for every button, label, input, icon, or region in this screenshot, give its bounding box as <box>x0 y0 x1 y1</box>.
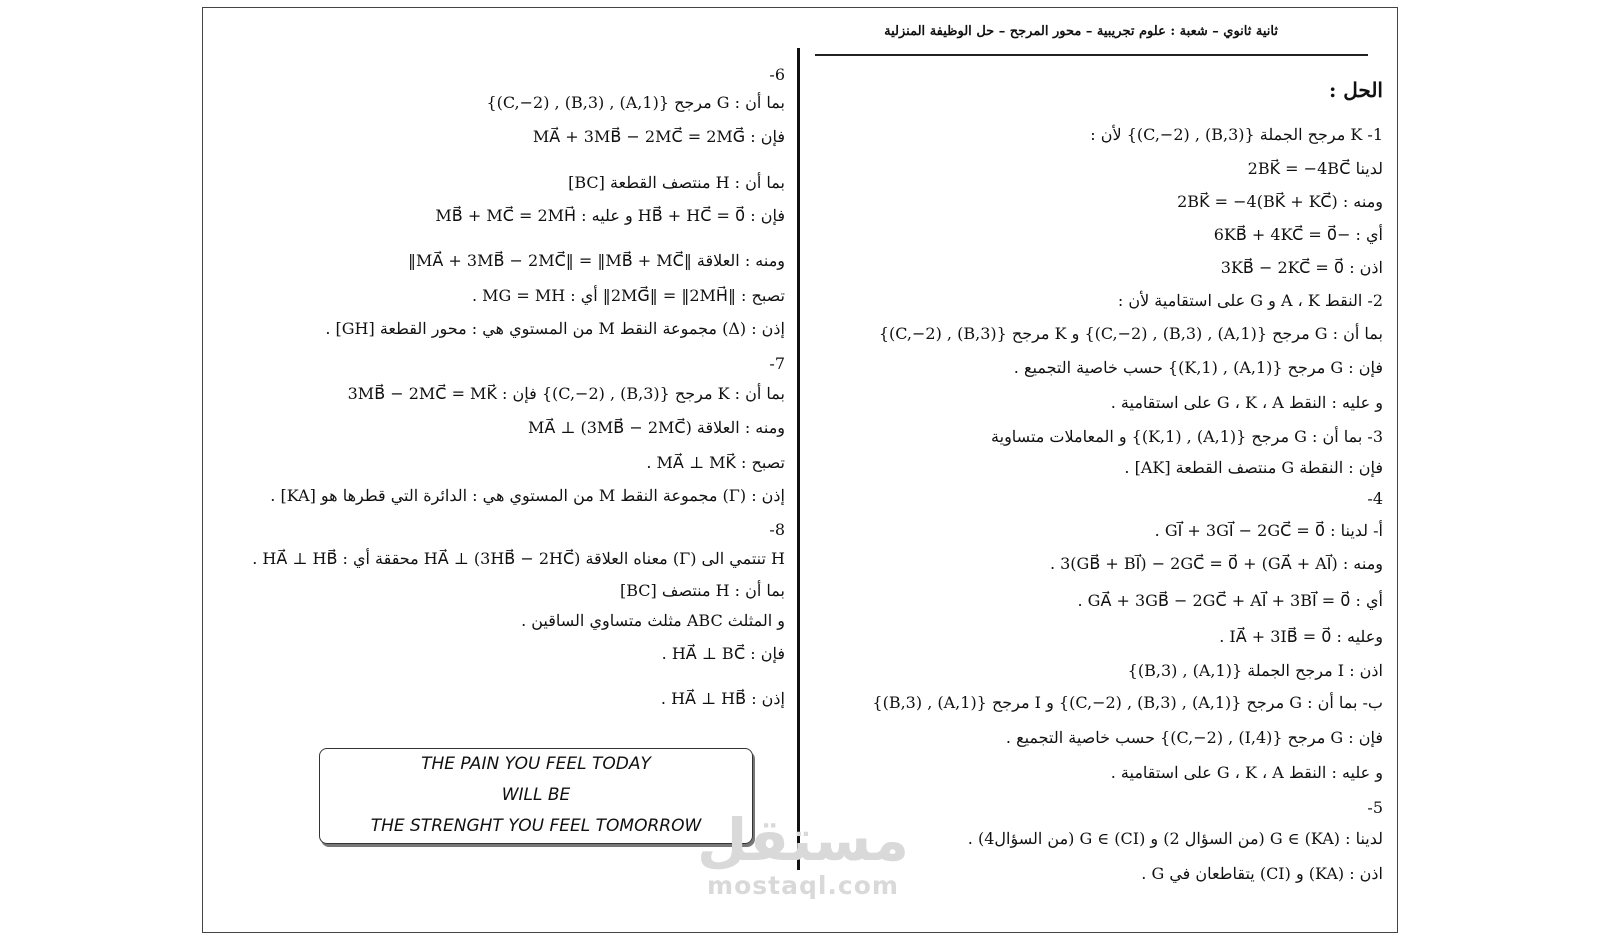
left-line: فإن : HA⃗ ⊥ BC⃗ . <box>661 644 785 663</box>
right-line: ب- بما أن : G مرجح {(A,1) , (B,3) , (C,−2)} و I مرجح {(A,1) , (B,3)} <box>872 693 1383 712</box>
right-line: وعليه : IA⃗ + 3IB⃗ = 0⃗ . <box>1219 627 1383 646</box>
left-line: 6- <box>769 65 785 84</box>
left-line: إذن : (Γ) مجموعة النقط M من المستوي هي : الدائرة التي قطرها هو [KA] . <box>270 486 785 505</box>
left-line: ومنه : العلاقة ‖MA⃗ + 3MB⃗ − 2MC⃗‖ = ‖MB⃗ + MC⃗‖ <box>408 251 785 270</box>
right-line: أ- لدينا : GI⃗ + 3GI⃗ − 2GC⃗ = 0⃗ . <box>1154 521 1383 540</box>
right-line: 5- <box>1367 798 1383 817</box>
left-line: 8- <box>769 520 785 539</box>
right-line: أي : GA⃗ + 3GB⃗ − 2GC⃗ + AI⃗ + 3BI⃗ = 0⃗ . <box>1077 591 1383 610</box>
right-line: اذن : 3KB⃗ − 2KC⃗ = 0⃗ <box>1220 258 1383 277</box>
right-column <box>815 30 1383 930</box>
header-text: ثانية ثانوي – شعبة : علوم تجريبية – محور المرجح – حل الوظيفة المنزلية <box>884 24 1278 39</box>
watermark-arabic: مستقل <box>696 806 910 874</box>
right-line: ومنه : (GA⃗ + AI⃗) + 3(GB⃗ + BI⃗) − 2GC⃗ = 0⃗ . <box>1049 554 1383 573</box>
right-line: اذن : (KA) و (CI) يتقاطعان في G . <box>1141 864 1383 883</box>
right-line: بما أن : G مرجح {(A,1) , (B,3) , (C,−2)} و K مرجح {(B,3) , (C,−2)} <box>878 324 1383 343</box>
right-line: 4- <box>1367 489 1383 508</box>
left-line: H تنتمي الى (Γ) معناه العلاقة HA⃗ ⊥ (3HB⃗ − 2HC⃗) محققة أي : HA⃗ ⊥ HB⃗ . <box>252 549 785 568</box>
left-line: فإن : MA⃗ + 3MB⃗ − 2MC⃗ = 2MG⃗ <box>532 127 785 146</box>
right-line: و عليه : النقط G ، K ، A على استقامية . <box>1110 763 1383 782</box>
column-divider <box>797 48 800 870</box>
left-line: بما أن : K مرجح {(B,3) , (C,−2)} فإن : 3MB⃗ − 2MC⃗ = MK⃗ <box>347 384 785 403</box>
left-line: بما أن : H منتصف [BC] <box>620 581 785 600</box>
right-line: 1- K مرجح الجملة {(B,3) , (C,−2)} لأن : <box>1090 125 1383 144</box>
left-line: بما أن : G مرجح {(A,1) , (B,3) , (C,−2)} <box>486 93 785 112</box>
right-line: فإن : G مرجح {(A,1) , (K,1)} حسب خاصية التجميع . <box>1013 358 1383 377</box>
right-line: 3- بما أن : G مرجح {(A,1) , (K,1)} و المعاملات متساوية <box>991 427 1383 446</box>
right-line: فإن : النقطة G منتصف القطعة [AK] . <box>1124 458 1383 477</box>
left-line: فإن : HB⃗ + HC⃗ = 0⃗ و عليه : MB⃗ + MC⃗ = 2MH⃗ <box>435 206 785 225</box>
left-line: و المثلث ABC مثلث متساوي الساقين . <box>521 611 785 630</box>
left-line: بما أن : H منتصف القطعة [BC] <box>568 173 785 192</box>
left-line: تصبح : ‖2MG⃗‖ = ‖2MH⃗‖ أي : MG = MH . <box>471 286 785 305</box>
left-line: تصبح : MA⃗ ⊥ MK⃗ . <box>646 453 785 472</box>
quote-line-1: THE PAIN YOU FEEL TODAY <box>421 754 651 774</box>
left-line: إذن : (Δ) مجموعة النقط M من المستوي هي : محور القطعة [GH] . <box>325 319 785 338</box>
right-line: اذن : I مرجح الجملة {(A,1) , (B,3)} <box>1127 661 1383 680</box>
document-page <box>202 7 1398 933</box>
watermark-english: mostaql.com <box>707 871 899 900</box>
right-line: فإن : G مرجح {(I,4) , (C,−2)} حسب خاصية التجميع . <box>1005 728 1383 747</box>
left-line: 7- <box>769 354 785 373</box>
solution-title: الحل : <box>1328 78 1383 102</box>
right-line: لدينا : G ∈ (KA) (من السؤال 2) و G ∈ (CI) (من السؤال4) . <box>967 829 1383 848</box>
mostaql-watermark <box>688 808 918 900</box>
left-line: ومنه : العلاقة MA⃗ ⊥ (3MB⃗ − 2MC⃗) <box>527 418 785 437</box>
right-line: ومنه : 2BK⃗ = −4(BK⃗ + KC⃗) <box>1177 192 1383 211</box>
quote-line-3: THE STRENGHT YOU FEEL TOMORROW <box>370 816 702 836</box>
quote-line-2: WILL BE <box>501 785 571 805</box>
right-line: و عليه : النقط G ، K ، A على استقامية . <box>1110 393 1383 412</box>
left-line: إذن : HA⃗ ⊥ HB⃗ . <box>660 689 785 708</box>
right-line: أي : −6KB⃗ + 4KC⃗ = 0⃗ <box>1213 225 1383 244</box>
left-column <box>225 30 785 930</box>
right-line: لدينا 2BK⃗ = −4BC⃗ <box>1247 159 1383 178</box>
right-line: 2- النقط A ، K و G على استقامية لأن : <box>1117 291 1383 310</box>
